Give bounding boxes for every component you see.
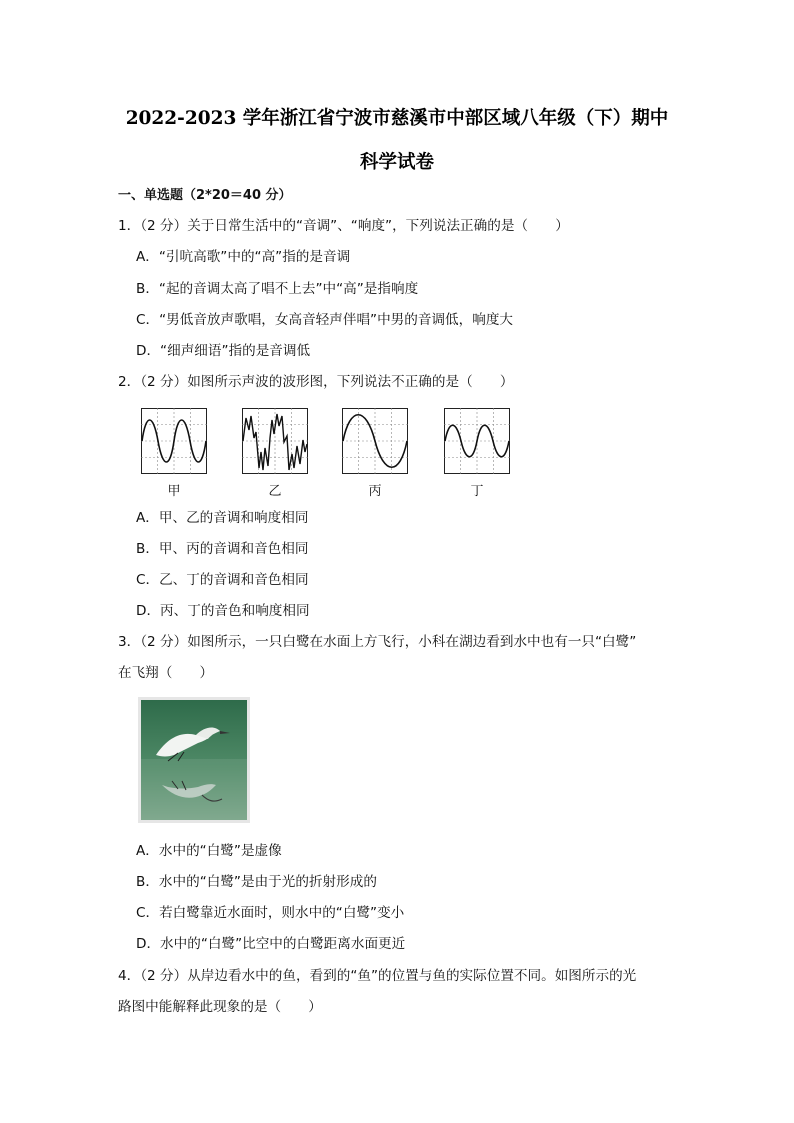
question-1-option-d: D．“细声细语”指的是音调低 [136,343,311,359]
question-1-stem: 1．（2 分）关于日常生活中的“音调”、“响度”，下列说法正确的是（ ） [118,218,569,234]
waveform-bing [342,408,408,474]
question-3-stem-line1: 3．（2 分）如图所示，一只白鹭在水面上方飞行，小科在湖边看到水中也有一只“白鹭” [118,634,637,650]
question-4-stem-line2: 路图中能解释此现象的是（ ） [118,999,322,1015]
waveform-label-yi: 乙 [268,484,282,499]
question-3-option-c: C．若白鹭靠近水面时，则水中的“白鹭”变小 [136,905,405,921]
waveform-label-bing: 丙 [368,484,382,499]
question-3-stem-line2: 在飞翔（ ） [118,665,214,681]
section-heading: 一、单选题（2*20＝40 分） [118,188,292,203]
waveform-jia [141,408,207,474]
question-4-stem-line1: 4．（2 分）从岸边看水中的鱼，看到的“鱼”的位置与鱼的实际位置不同。如图所示的光 [118,968,637,984]
egret-photo [138,697,250,823]
question-3-option-b: B．水中的“白鹭”是由于光的折射形成的 [136,874,377,890]
waveform-label-ding: 丁 [470,484,484,499]
question-1-option-a: A．“引吭高歌”中的“高”指的是音调 [136,249,351,265]
question-1-option-b: B．“起的音调太高了唱不上去”中“高”是指响度 [136,281,419,297]
waveform-label-jia: 甲 [167,484,181,499]
question-2-option-c: C．乙、丁的音调和音色相同 [136,572,309,588]
question-1-option-c: C．“男低音放声歌唱，女高音轻声伴唱”中男的音调低，响度大 [136,312,514,328]
waveform-yi [242,408,308,474]
question-2-stem: 2．（2 分）如图所示声波的波形图，下列说法不正确的是（ ） [118,374,514,390]
waveform-ding [444,408,510,474]
exam-title-line1: 2022-2023 学年浙江省宁波市慈溪市中部区域八年级（下）期中 [125,108,669,129]
question-2-option-b: B．甲、丙的音调和音色相同 [136,541,309,557]
question-2-option-a: A．甲、乙的音调和响度相同 [136,510,309,526]
question-3-option-a: A．水中的“白鹭”是虚像 [136,843,282,859]
exam-title-line2: 科学试卷 [359,152,434,173]
question-3-option-d: D．水中的“白鹭”比空中的白鹭距离水面更近 [136,936,406,952]
question-2-option-d: D．丙、丁的音色和响度相同 [136,603,310,619]
